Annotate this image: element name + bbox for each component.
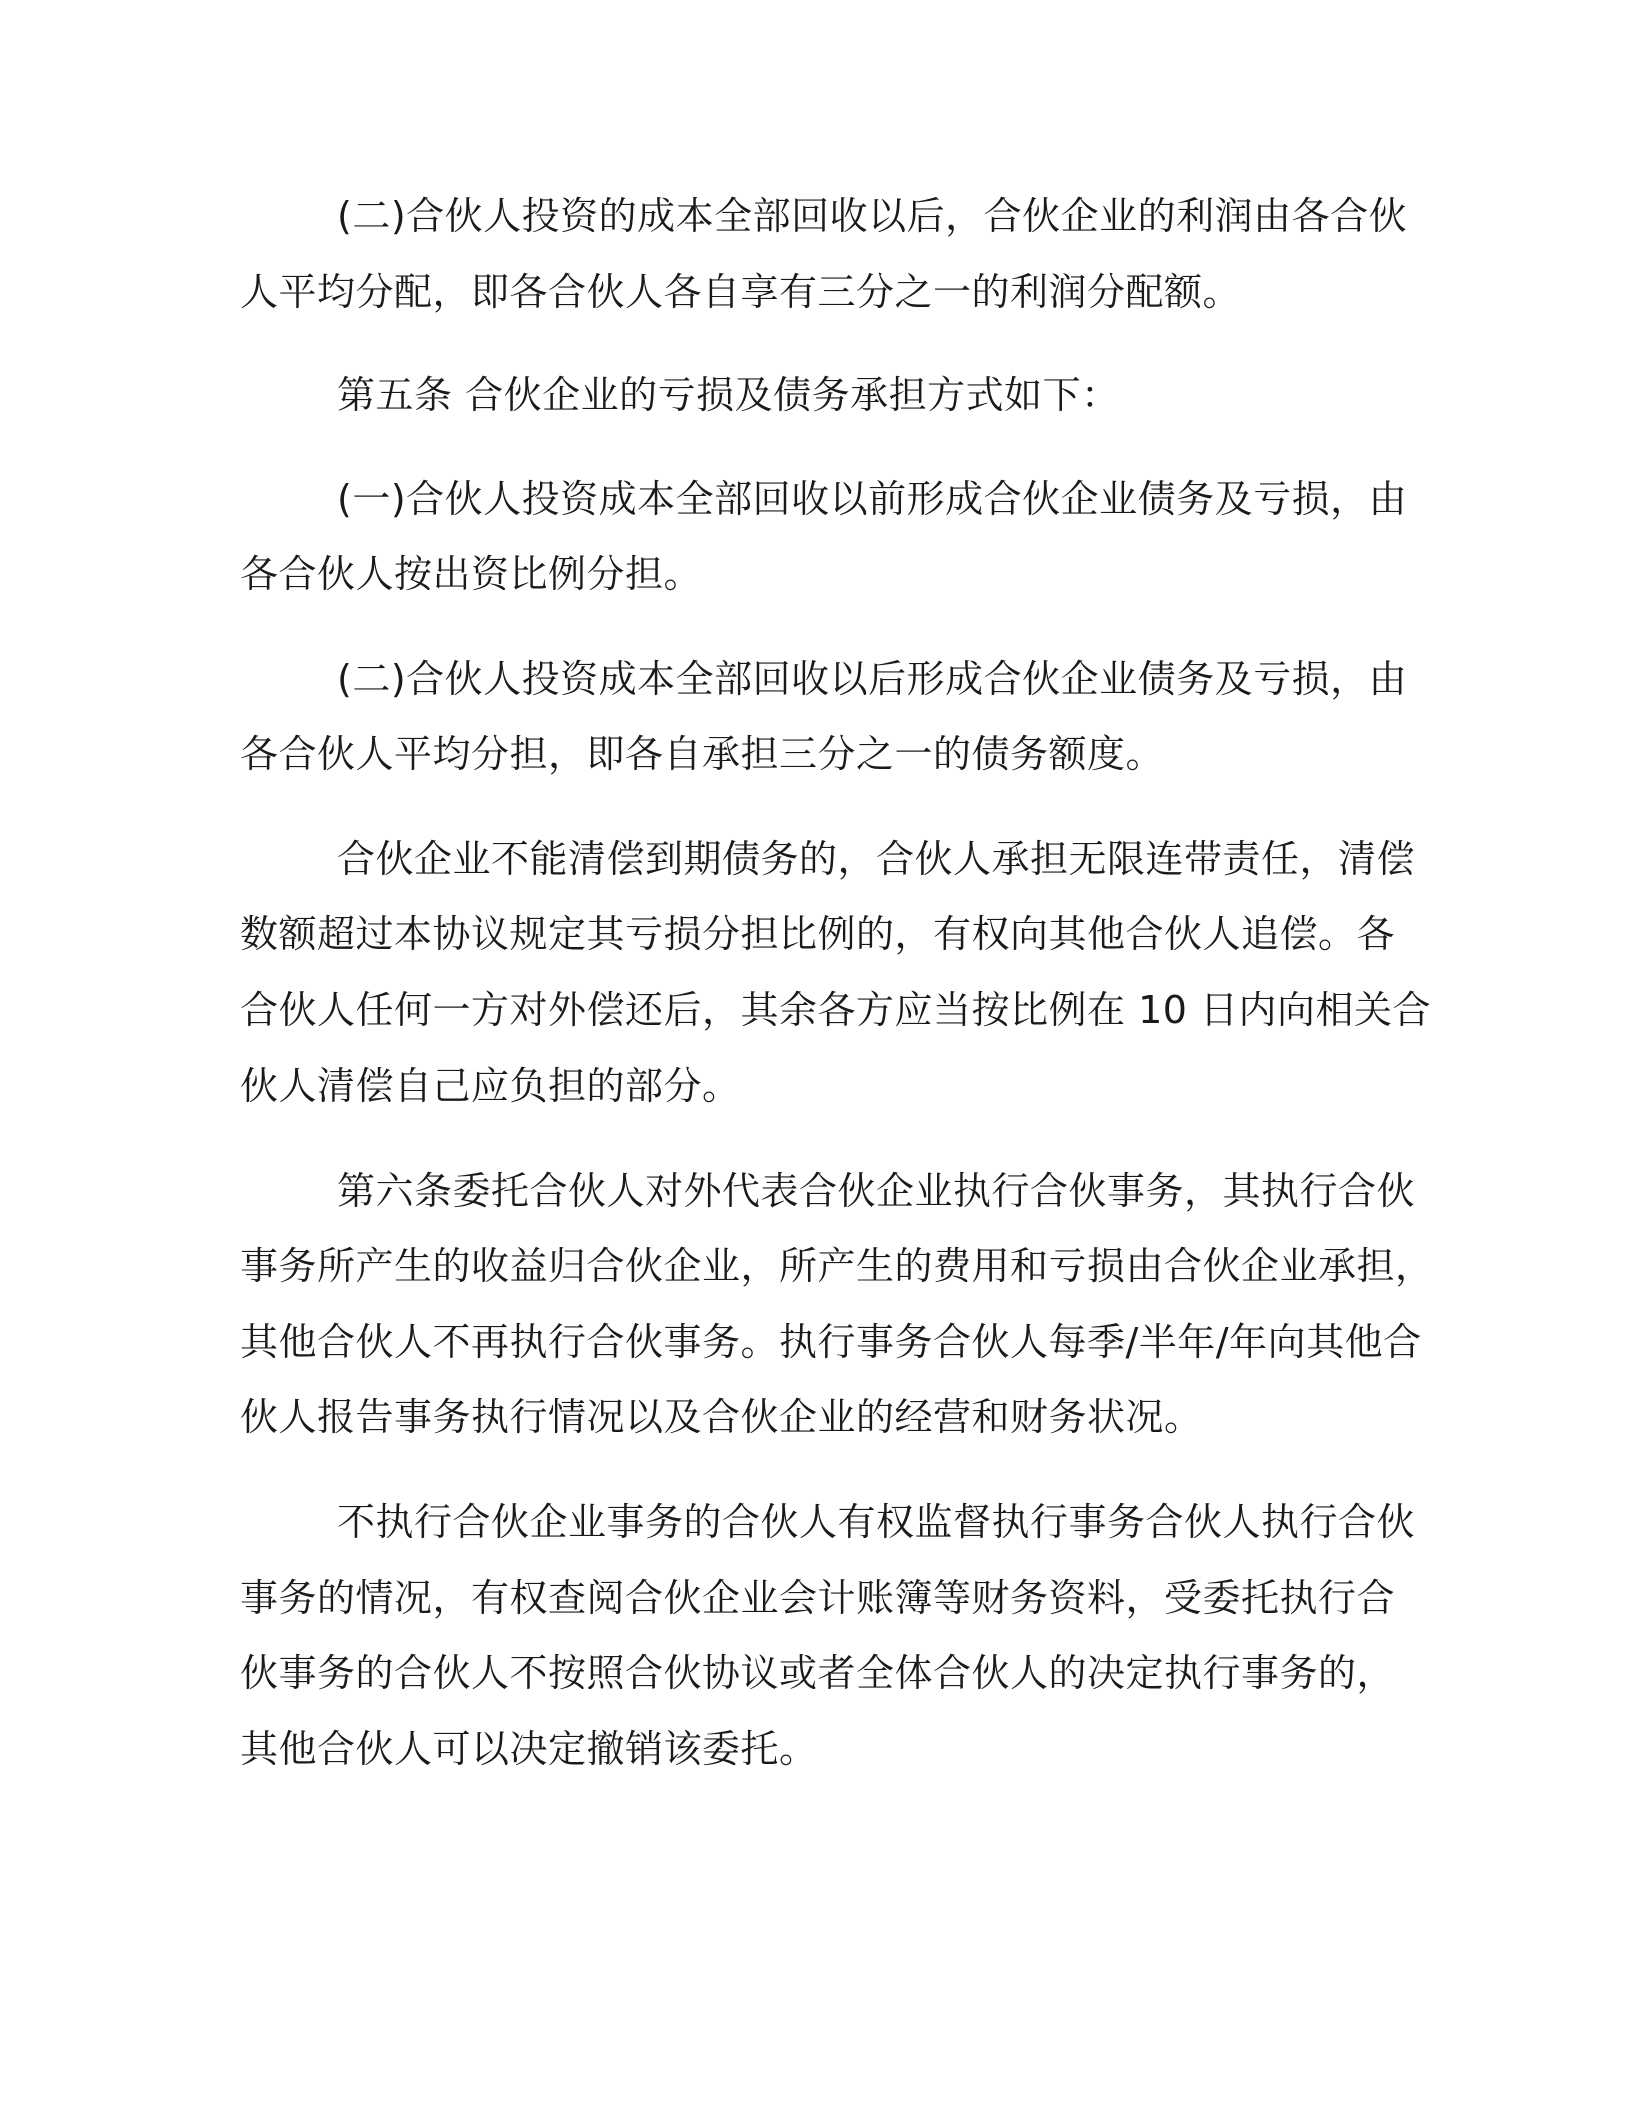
- paragraph-line: 数额超过本协议规定其亏损分担比例的，有权向其他合伙人追偿。各: [240, 912, 1396, 956]
- paragraph-line: 第六条委托合伙人对外代表合伙企业执行合伙事务，其执行合伙: [337, 1169, 1416, 1213]
- paragraph-line: 各合伙人按出资比例分担。: [240, 552, 703, 596]
- paragraph-line: (二)合伙人投资的成本全部回收以后，合伙企业的利润由各合伙: [337, 194, 1408, 238]
- paragraph-line: 不执行合伙企业事务的合伙人有权监督执行事务合伙人执行合伙: [337, 1500, 1416, 1544]
- paragraph-line: 伙事务的合伙人不按照合伙协议或者全体合伙人的决定执行事务的，: [240, 1651, 1396, 1695]
- paragraph-line: 其他合伙人不再执行合伙事务。执行事务合伙人每季/半年/年向其他合: [240, 1320, 1422, 1364]
- paragraph-line: 合伙企业不能清偿到期债务的，合伙人承担无限连带责任，清偿: [337, 837, 1416, 881]
- paragraph-line: 伙人报告事务执行情况以及合伙企业的经营和财务状况。: [240, 1395, 1203, 1439]
- paragraph-line: (二)合伙人投资成本全部回收以后形成合伙企业债务及亏损，由: [337, 657, 1408, 701]
- paragraph-line: 伙人清偿自己应负担的部分。: [240, 1064, 741, 1108]
- paragraph-line: 合伙人任何一方对外偿还后，其余各方应当按比例在 10 日内向相关合: [240, 988, 1432, 1032]
- paragraph-line: 人平均分配，即各合伙人各自享有三分之一的利润分配额。: [240, 270, 1242, 314]
- paragraph-line: 事务所产生的收益归合伙企业，所产生的费用和亏损由合伙企业承担，: [240, 1244, 1434, 1288]
- paragraph-line: 其他合伙人可以决定撤销该委托。: [240, 1727, 818, 1771]
- paragraph-line: 事务的情况，有权查阅合伙企业会计账簿等财务资料，受委托执行合: [240, 1576, 1396, 1620]
- paragraph-line: (一)合伙人投资成本全部回收以前形成合伙企业债务及亏损，由: [337, 477, 1408, 521]
- paragraph-line: 第五条 合伙企业的亏损及债务承担方式如下：: [337, 373, 1120, 417]
- paragraph-line: 各合伙人平均分担，即各自承担三分之一的债务额度。: [240, 732, 1165, 776]
